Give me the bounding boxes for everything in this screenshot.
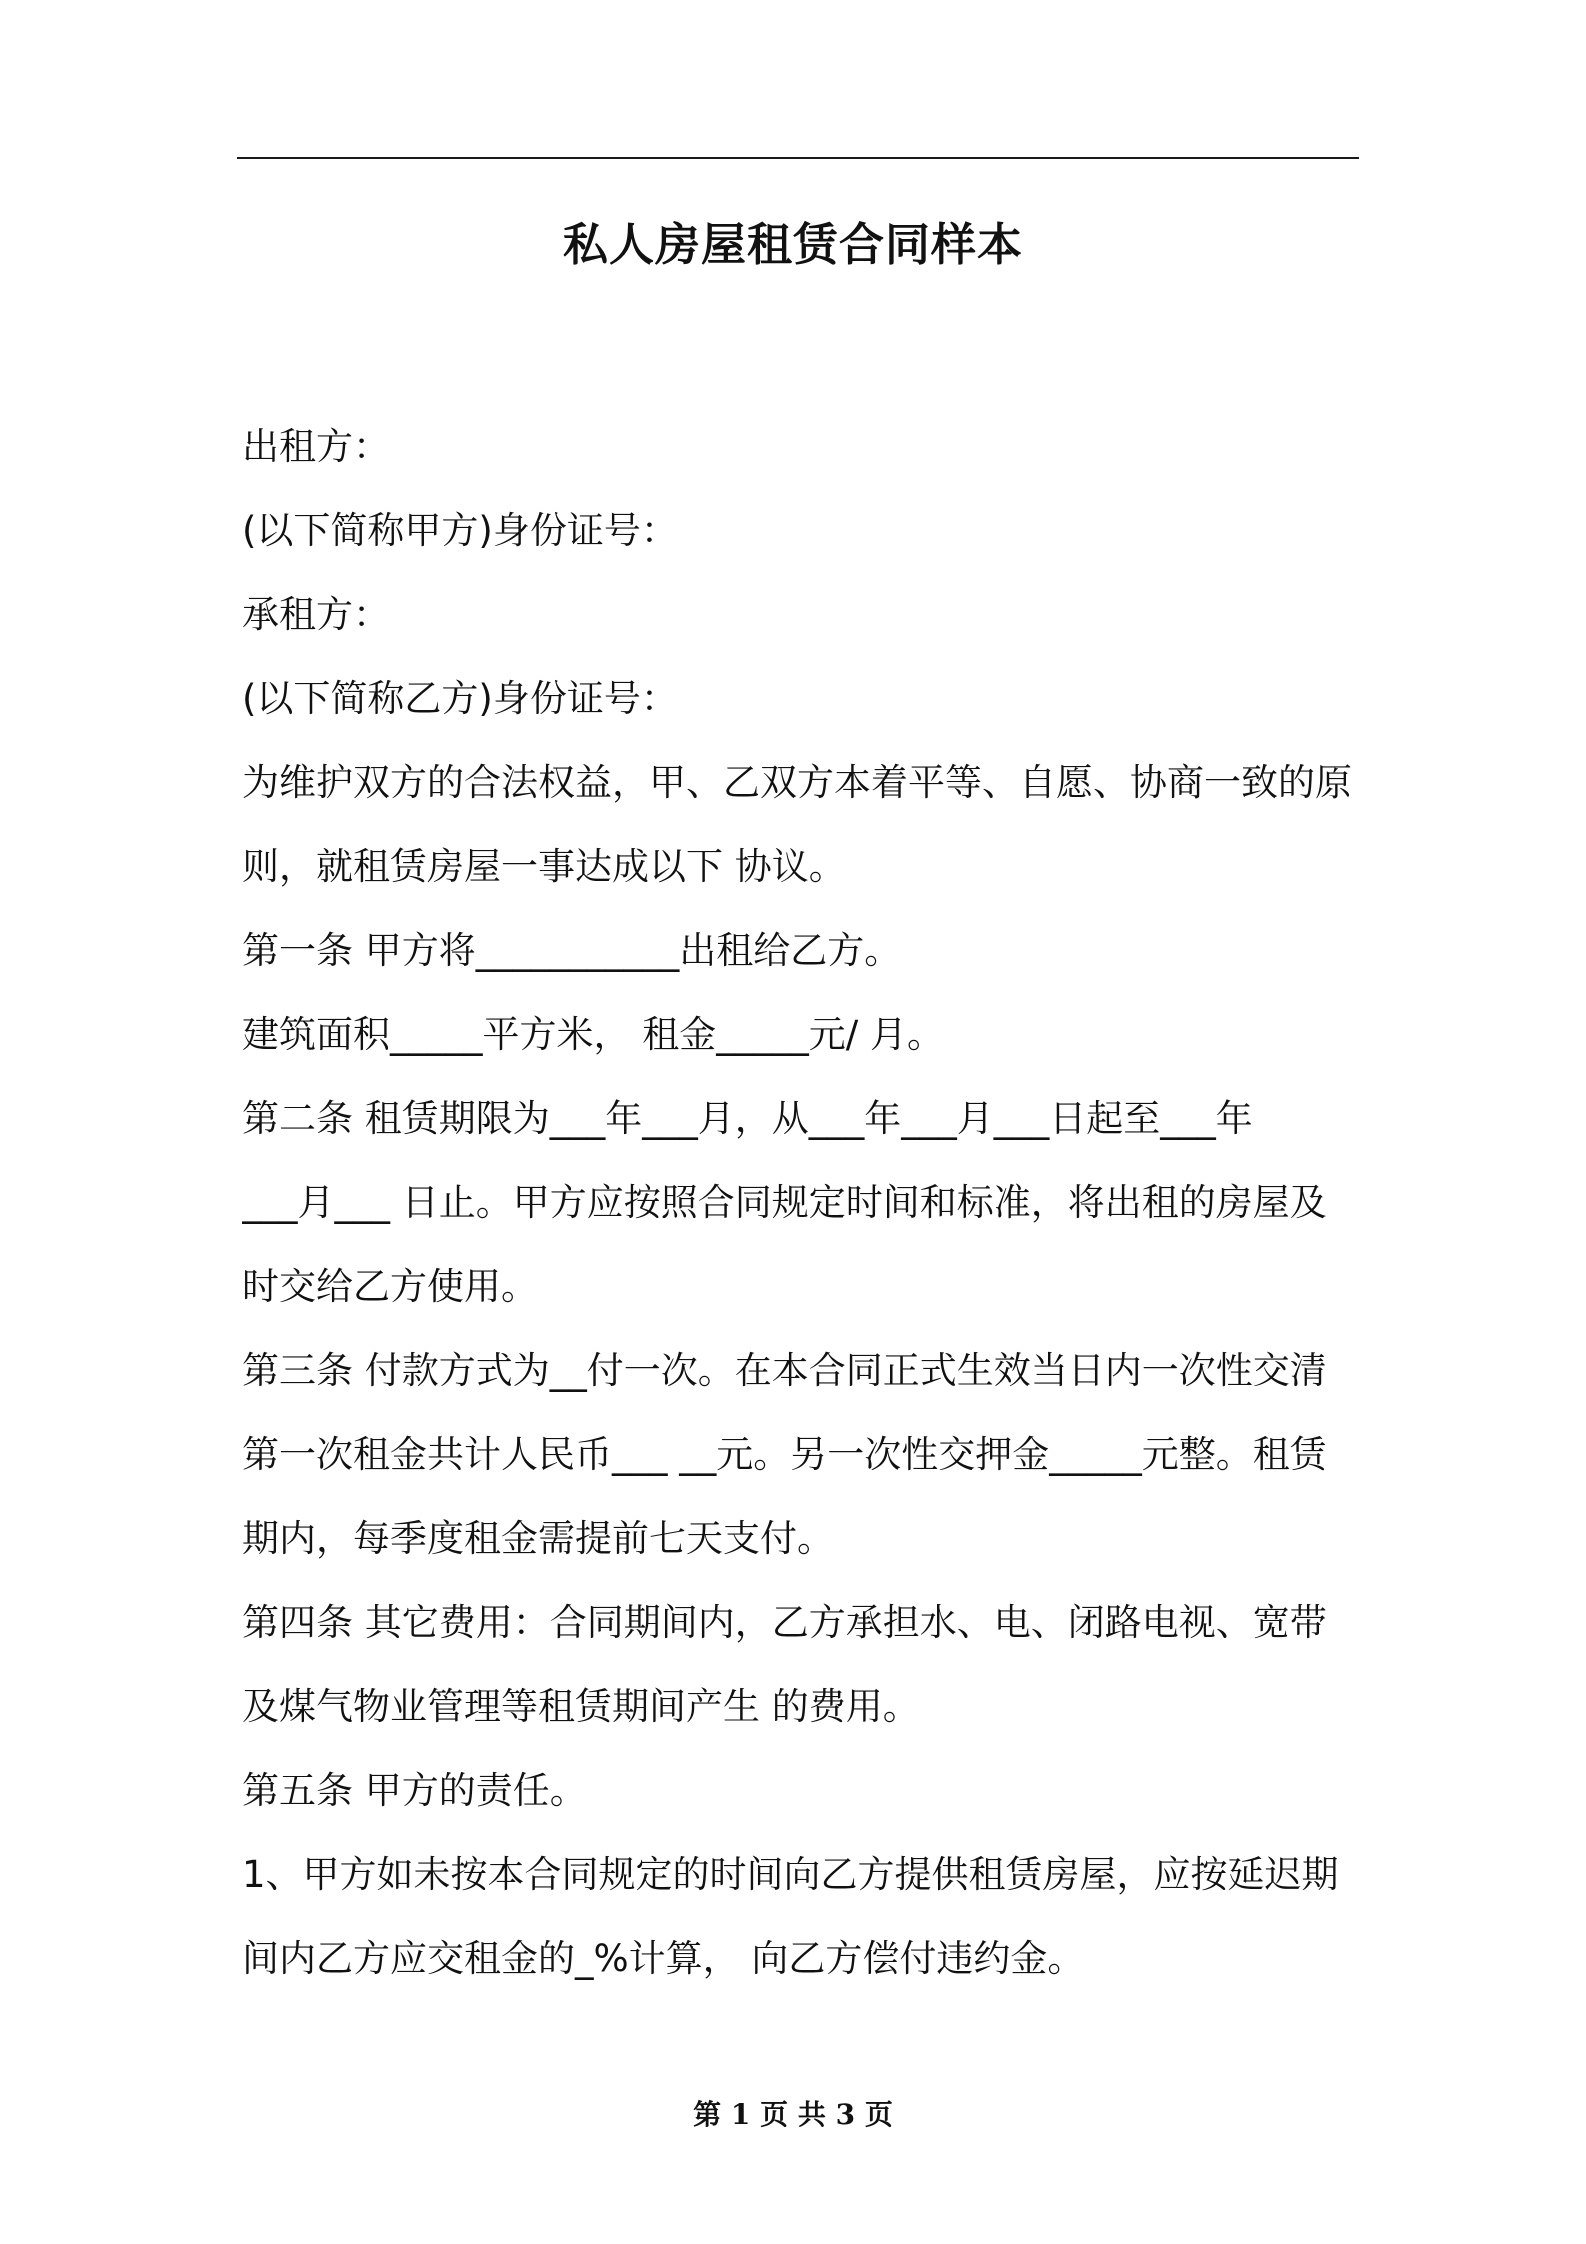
body-line-area-rent: 建筑面积_____平方米， 租金_____元/ 月。 xyxy=(242,1013,944,1056)
body-line-lessee: 承租方： xyxy=(242,593,390,636)
body-line-lessor-id: (以下简称甲方)身份证号： xyxy=(242,509,678,552)
body-line-article-4-a: 第四条 其它费用：合同期间内，乙方承担水、电、闭路电视、宽带 xyxy=(242,1601,1327,1644)
body-line-preamble-2: 则，就租赁房屋一事达成以下 协议。 xyxy=(242,845,846,888)
contract-body xyxy=(242,405,1358,2001)
page-number-footer: 第 1 页 共 3 页 xyxy=(693,2098,893,2131)
body-line-lessee-id: (以下简称乙方)身份证号： xyxy=(242,677,678,720)
body-line-article-3-c: 期内，每季度租金需提前七天支付。 xyxy=(242,1517,834,1560)
body-line-article-5: 第五条 甲方的责任。 xyxy=(242,1769,587,1812)
body-line-article-2-c: 时交给乙方使用。 xyxy=(242,1265,538,1308)
body-line-article-4-b: 及煤气物业管理等租赁期间产生 的费用。 xyxy=(242,1685,920,1728)
header-rule xyxy=(237,157,1359,159)
body-line-lessor: 出租方： xyxy=(242,425,390,468)
body-line-clause-1-b: 间内乙方应交租金的_%计算， 向乙方偿付违约金。 xyxy=(242,1937,1085,1980)
body-line-article-1: 第一条 甲方将___________出租给乙方。 xyxy=(242,929,902,972)
body-line-article-3-b: 第一次租金共计人民币___ __元。另一次性交押金_____元整。租赁 xyxy=(242,1433,1327,1476)
body-line-preamble-1: 为维护双方的合法权益，甲、乙双方本着平等、自愿、协商一致的原 xyxy=(242,761,1352,804)
body-line-article-2-a: 第二条 租赁期限为___年___月，从___年___月___日起至___年 xyxy=(242,1097,1253,1140)
body-line-article-3-a: 第三条 付款方式为__付一次。在本合同正式生效当日内一次性交清 xyxy=(242,1349,1327,1392)
document-title: 私人房屋租赁合同样本 xyxy=(562,218,1023,271)
body-line-clause-1-a: 1、甲方如未按本合同规定的时间向乙方提供租赁房屋，应按延迟期 xyxy=(242,1853,1339,1896)
body-line-article-2-b: ___月___ 日止。甲方应按照合同规定时间和标准，将出租的房屋及 xyxy=(242,1181,1327,1224)
